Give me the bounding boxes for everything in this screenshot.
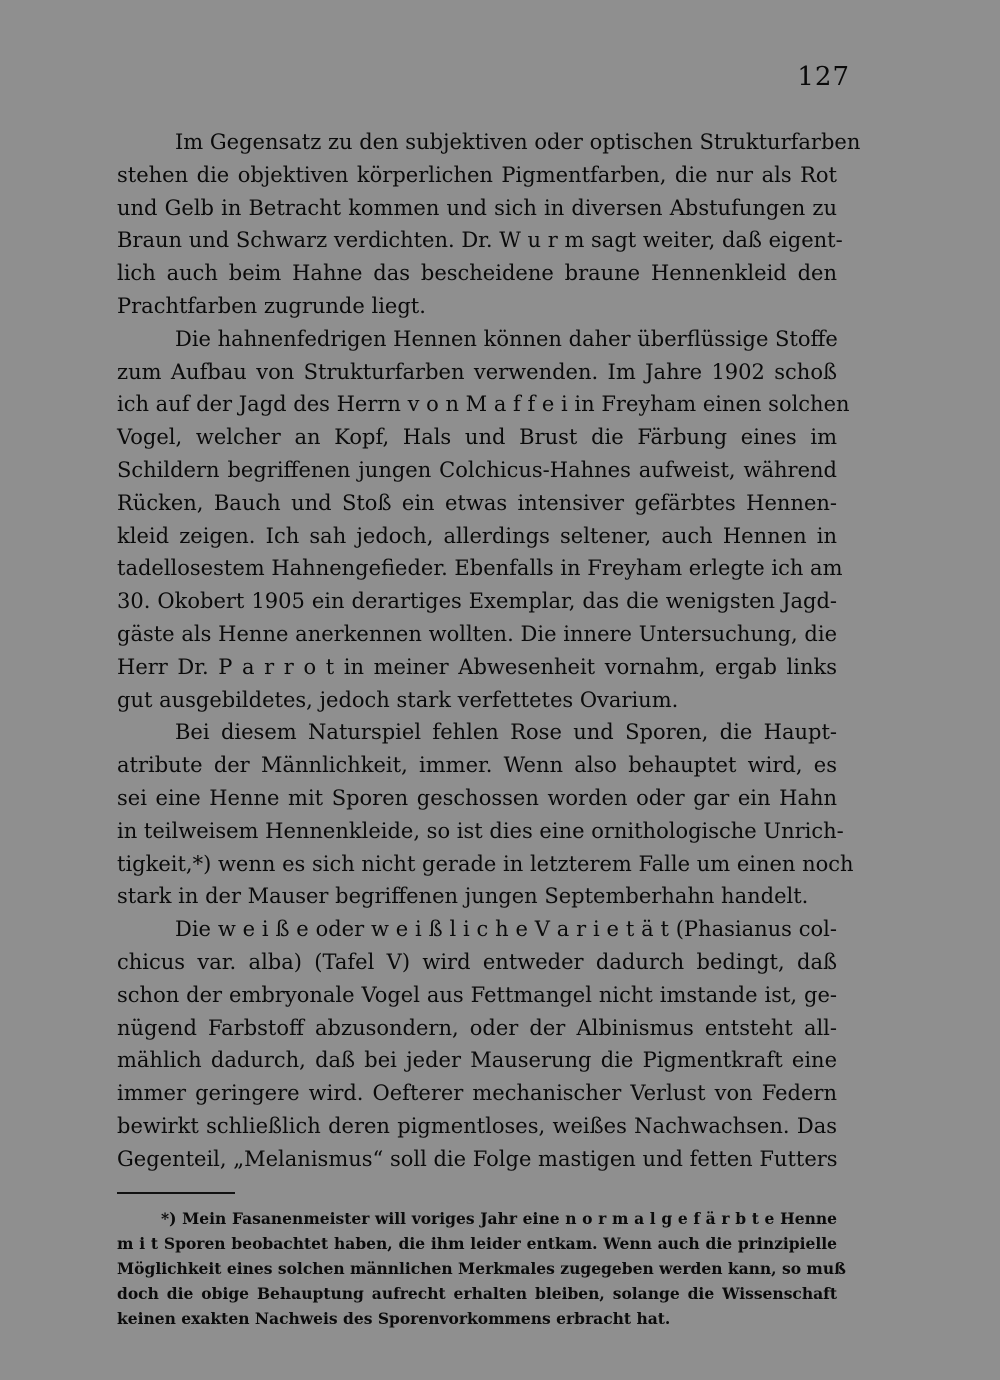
text-line: 30. Okobert 1905 ein derartiges Exemplar, das die wenigsten Jagd- [117,589,837,614]
text-line: tigkeit,*) wenn es sich nicht gerade in letzterem Falle um einen noch [117,851,854,876]
text-line: lich auch beim Hahne das bescheidene braune Hennenkleid den [117,261,837,286]
text-line: mählich dadurch, daß bei jeder Mauserung die Pigmentkraft eine [117,1048,837,1073]
body-text [117,126,861,1176]
text-line: Bei diesem Naturspiel fehlen Rose und Sporen, die Haupt- [175,720,837,745]
footnote-divider [117,1192,235,1194]
footnote-line: doch die obige Behauptung aufrecht erhalten bleiben, solange die Wissenschaft [117,1284,837,1303]
text-line: atribute der Männlichkeit, immer. Wenn also behauptet wird, es [117,753,837,778]
text-line: Im Gegensatz zu den subjektiven oder optischen Strukturfarben [175,130,861,154]
text-line: Prachtfarben zugrunde liegt. [117,293,426,318]
text-line: und Gelb in Betracht kommen und sich in diversen Abstufungen zu [117,195,837,220]
text-line: ich auf der Jagd des Herrn v o n M a f f e i in Freyham einen solchen [117,392,850,417]
footnote [117,1206,846,1331]
text-line: Vogel, welcher an Kopf, Hals und Brust die Färbung eines im [117,425,837,450]
text-line: stark in der Mauser begriffenen jungen Septemberhahn handelt. [117,884,809,909]
text-line: nügend Farbstoff abzusondern, oder der Albinismus entsteht all- [117,1015,837,1040]
text-line: Herr Dr. P a r r o t in meiner Abwesenheit vornahm, ergab links [117,654,837,679]
footnote-line: Möglichkeit eines solchen männlichen Merkmales zugegeben werden kann, so muß [117,1259,846,1278]
footnote-line: keinen exakten Nachweis des Sporenvorkommens erbracht hat. [117,1309,671,1328]
page-number: 127 [797,62,850,92]
text-line: in teilweisem Hennenkleide, so ist dies eine ornithologische Unrich- [117,818,844,843]
text-line: immer geringere wird. Oefterer mechanischer Verlust von Federn [117,1081,837,1106]
text-line: kleid zeigen. Ich sah jedoch, allerdings seltener, auch Hennen in [117,523,837,548]
text-line: tadellosestem Hahnengefieder. Ebenfalls in Freyham erlegte ich am [117,556,843,581]
text-line: schon der embryonale Vogel aus Fettmangel nicht imstande ist, ge- [117,982,837,1007]
text-line: Braun und Schwarz verdichten. Dr. W u r m sagt weiter, daß eigent- [117,228,843,253]
text-line: Gegenteil, „Melanismus“ soll die Folge mastigen und fetten Futters [117,1146,838,1171]
text-line: Die hahnenfedrigen Hennen können daher überflüssige Stoffe [175,326,838,351]
text-line: Rücken, Bauch und Stoß ein etwas intensiver gefärbtes Hennen- [117,490,837,515]
text-line: gäste als Henne anerkennen wollten. Die innere Untersuchung, die [117,621,837,646]
footnote-line: *) Mein Fasanenmeister will voriges Jahr eine n o r m a l g e f ä r b t e Henne [161,1209,837,1228]
text-line: Schildern begriffenen jungen Colchicus-Hahnes aufweist, während [117,457,837,482]
text-line: gut ausgebildetes, jedoch stark verfettetes Ovarium. [117,687,679,712]
text-line: stehen die objektiven körperlichen Pigmentfarben, die nur als Rot [117,162,837,187]
footnote-line: m i t Sporen beobachtet haben, die ihm leider entkam. Wenn auch die prinzipielle [117,1234,837,1253]
text-line: zum Aufbau von Strukturfarben verwenden. Im Jahre 1902 schoß [117,359,837,384]
text-line: sei eine Henne mit Sporen geschossen worden oder gar ein Hahn [117,785,837,810]
text-line: Die w e i ß e oder w e i ß l i c h e V a r i e t ä t (Phasianus col- [175,917,837,942]
text-line: bewirkt schließlich deren pigmentloses, weißes Nachwachsen. Das [117,1113,837,1138]
text-line: chicus var. alba) (Tafel V) wird entweder dadurch bedingt, daß [117,949,837,974]
